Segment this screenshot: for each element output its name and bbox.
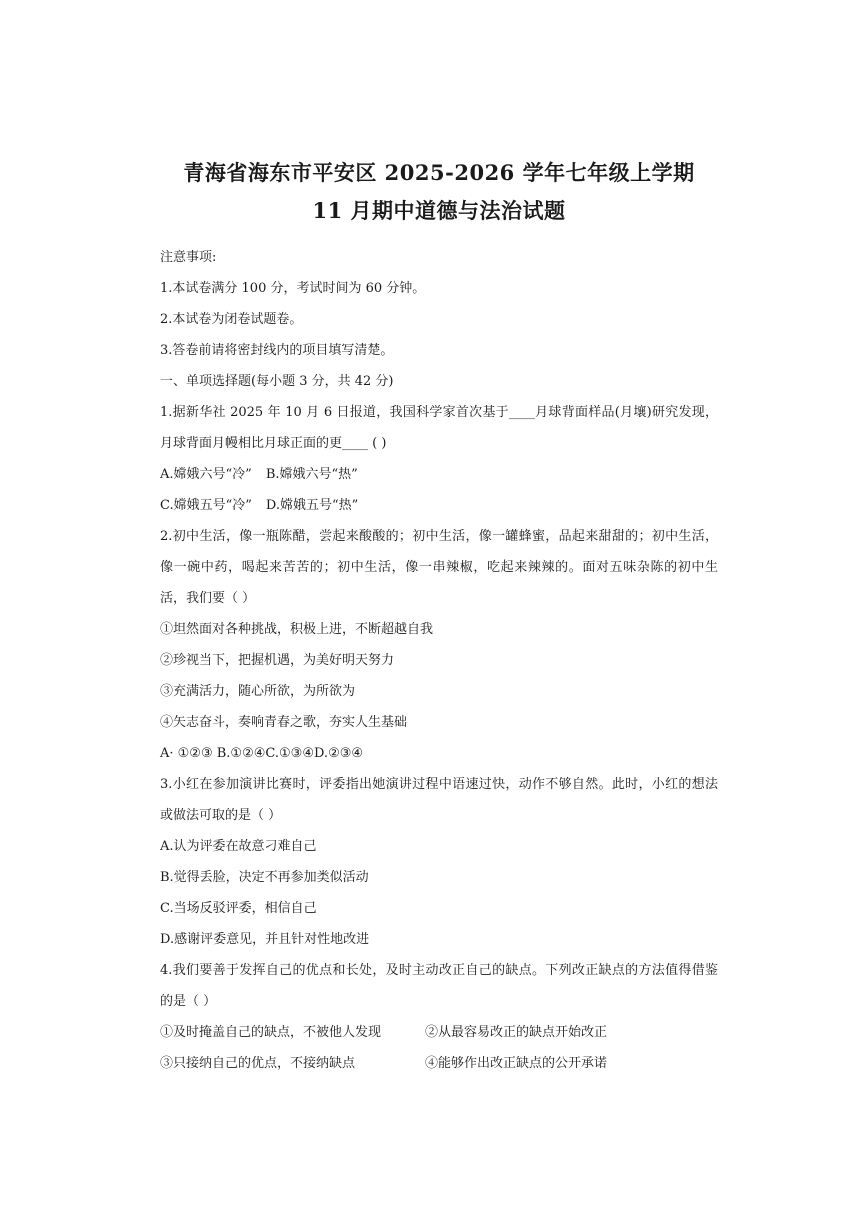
question-2-stem: 2.初中生活，像一瓶陈醋，尝起来酸酸的；初中生活，像一罐蜂蜜，品起来甜甜的；初中生活，像一碗中药，喝起来苦苦的；初中生活，像一串辣椒，吃起来辣辣的。面对五味杂陈的初中生活，我们要（ ） — [160, 529, 718, 606]
question-4-stem: 4.我们要善于发挥自己的优点和长处，及时主动改正自己的缺点。下列改正缺点的方法值得借鉴的是（ ） — [160, 963, 718, 1009]
notice-item: 2.本试卷为闭卷试题卷。 — [160, 312, 303, 327]
question-1-option-a: A.嫦娥六号“冷” — [160, 467, 252, 482]
question-1-options-row — [160, 490, 718, 521]
notice-item: 1.本试卷满分 100 分，考试时间为 60 分钟。 — [160, 281, 426, 296]
question-3-option-c: C.当场反驳评委，相信自己 — [160, 901, 317, 916]
question-1-option-d: D.嫦娥五号“热” — [265, 498, 359, 513]
question-2-item: ①坦然面对各种挑战，积极上进，不断超越自我 — [160, 622, 434, 637]
question-4-item-3: ③只接纳自己的优点，不接纳缺点 — [160, 1056, 356, 1071]
section-heading: 一、单项选择题(每小题 3 分，共 42 分) — [160, 374, 394, 389]
question-1-options-row — [160, 459, 718, 490]
question-2-item: ③充满活力，随心所欲，为所欲为 — [160, 684, 356, 699]
question-4-item-4: ④能够作出改正缺点的公开承诺 — [425, 1056, 608, 1071]
notice-item: 3.答卷前请将密封线内的项目填写清楚。 — [160, 343, 394, 358]
question-2-item: ②珍视当下，把握机遇，为美好明天努力 — [160, 653, 395, 668]
question-1-option-b: B.嫦娥六号“热” — [265, 467, 358, 482]
question-3-stem: 3.小红在参加演讲比赛时，评委指出她演讲过程中语速过快，动作不够自然。此时，小红的想法或做法可取的是（ ） — [160, 777, 718, 823]
question-4-item-1: ①及时掩盖自己的缺点，不被他人发现 — [160, 1025, 382, 1040]
notice-heading: 注意事项: — [160, 250, 217, 265]
question-3-option-b: B.觉得丢脸，决定不再参加类似活动 — [160, 870, 369, 885]
question-2-item: ④矢志奋斗，奏响青春之歌，夯实人生基础 — [160, 715, 408, 730]
question-4-items-row — [160, 1048, 718, 1079]
question-3-option-a: A.认为评委在故意刁难自己 — [160, 839, 317, 854]
question-4-item-2: ②从最容易改正的缺点开始改正 — [425, 1025, 608, 1040]
question-1-option-c: C.嫦娥五号“冷” — [160, 498, 252, 513]
question-2-options: A· ①②③ B.①②④C.①③④D.②③④ — [160, 746, 364, 761]
question-3-option-d: D.感谢评委意见，并且针对性地改进 — [160, 932, 370, 947]
question-1-stem: 1.据新华社 2025 年 10 月 6 日报道，我国科学家首次基于____月球背面样品(月壤)研究发现，月球背面月幔相比月球正面的更____ ( ) — [160, 405, 718, 451]
exam-title-line-2: 11 月期中道德与法治试题 — [312, 198, 566, 223]
question-4-items-row — [160, 1017, 718, 1048]
exam-title-line-1: 青海省海东市平安区 2025-2026 学年七年级上学期 — [183, 160, 695, 185]
